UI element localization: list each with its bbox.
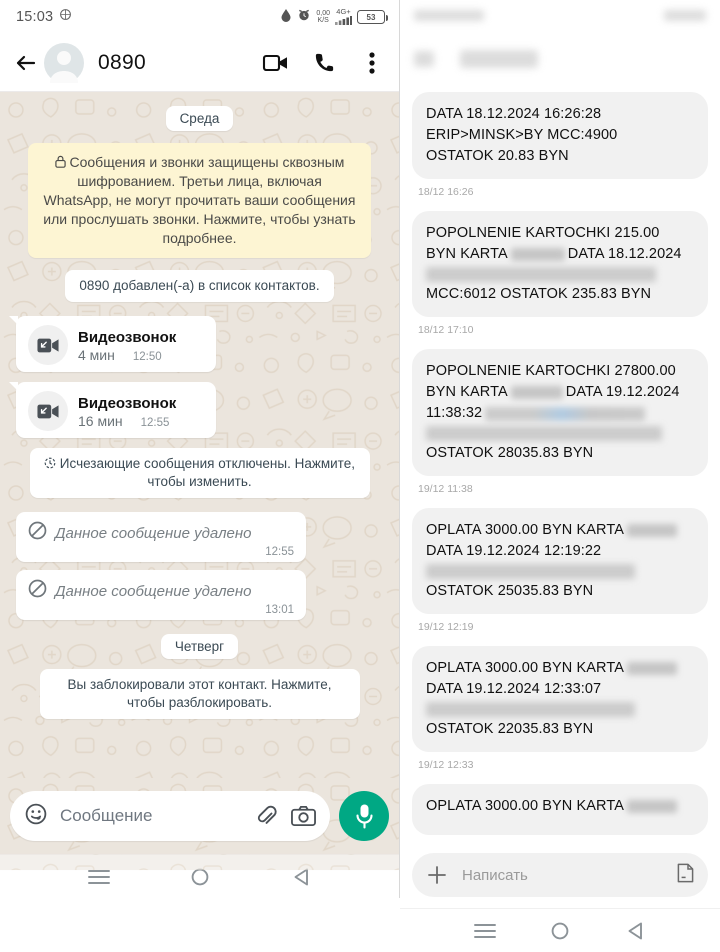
redacted-merchant-line (426, 267, 656, 282)
redacted-merchant-line (426, 702, 635, 717)
sms-line-with-redaction (426, 520, 694, 541)
sms-message-1[interactable] (412, 92, 708, 179)
sms-line: OSTATOK 25035.83 BYN (426, 583, 594, 599)
sms-line: ERIP>MINSK>BY MCC:4900 (426, 127, 618, 143)
sms-line: DATA 19.12.2024 12:33:07 (426, 681, 602, 697)
video-call-icon[interactable] (263, 50, 289, 76)
redacted-sender-info (485, 407, 645, 421)
status-bar-clock: 15:03 (16, 9, 54, 25)
sms-text-fragment: OPLATA 3000.00 BYN KARTA (426, 522, 624, 538)
alarm-clock-icon (297, 8, 311, 27)
weather-drop-icon (280, 8, 292, 27)
sms-text-fragment: BYN KARTA (426, 384, 508, 400)
data-speed-value: 0,00 (316, 10, 330, 17)
sms-line-with-redaction (426, 244, 694, 265)
deleted-message-row (28, 521, 294, 545)
encryption-notice-text: Сообщения и звонки защищены сквозным шифрованием. Третьи лица, включая WhatsApp, не могут прочитать ваши сообщения или прослушать звонки. Нажмите, чтобы узнать подробнее. (43, 154, 356, 246)
deleted-message-bubble-1[interactable] (16, 512, 306, 562)
redacted-merchant-line (426, 426, 662, 441)
sms-timestamp: 18/12 17:10 (418, 324, 474, 336)
video-call-bubble-1[interactable] (16, 316, 216, 372)
status-bar-left-redacted (414, 10, 484, 21)
sms-text-fragment: OPLATA 3000.00 BYN KARTA (426, 798, 624, 814)
incoming-video-call-icon (28, 391, 68, 431)
call-duration: 16 мин (78, 412, 123, 429)
redacted-card-number (627, 524, 677, 537)
message-timestamp: 13:01 (265, 604, 294, 616)
camera-icon[interactable] (291, 805, 316, 827)
sms-line-with-redaction (426, 658, 694, 679)
paperclip-icon[interactable] (255, 804, 277, 828)
signal-bars-icon (335, 8, 352, 27)
blocked-icon (28, 521, 47, 545)
header-back-redacted (414, 51, 434, 67)
message-input-placeholder: Сообщение (60, 806, 153, 825)
sms-input-field[interactable] (412, 853, 708, 897)
battery-icon (357, 10, 385, 24)
status-bar-right (280, 8, 385, 27)
header-title-redacted (460, 50, 538, 68)
back-triangle-icon[interactable] (618, 914, 652, 948)
sms-line: OSTATOK 20.83 BYN (426, 148, 569, 164)
message-list (0, 92, 399, 778)
message-timestamp: 12:55 (140, 416, 170, 429)
document-icon[interactable] (677, 863, 694, 888)
redacted-merchant-line (426, 564, 635, 579)
sms-text-fragment: OPLATA 3000.00 BYN KARTA (426, 660, 624, 676)
sms-line-with-redaction (426, 403, 694, 424)
call-meta (78, 347, 204, 363)
emoji-sticker-icon[interactable] (24, 802, 48, 831)
sms-timestamp: 19/12 11:38 (418, 483, 473, 495)
message-input-field[interactable] (10, 791, 330, 841)
sms-timestamp: 19/12 12:19 (418, 621, 474, 633)
network-type-label: 4G+ (336, 6, 351, 16)
home-circle-icon[interactable] (543, 914, 577, 948)
blocked-contact-notice[interactable]: Вы заблокировали этот контакт. Нажмите, чтобы разблокировать. (40, 669, 360, 719)
call-type-label: Видеозвонок (78, 328, 177, 346)
blocked-icon (28, 579, 47, 603)
date-chip-label: Среда (166, 106, 234, 131)
sms-message-4[interactable] (412, 508, 708, 614)
recents-menu-icon[interactable] (468, 914, 502, 948)
sms-timestamp: 18/12 16:26 (418, 186, 474, 198)
redacted-card-number (511, 386, 563, 399)
date-chip-label: Четверг (161, 634, 238, 659)
data-speed-unit: K/S (317, 17, 329, 24)
disappearing-messages-notice[interactable] (30, 448, 370, 498)
contact-added-notice: 0890 добавлен(-а) в список контактов. (65, 270, 333, 302)
date-divider-thursday (10, 634, 389, 659)
incoming-video-call-icon (28, 325, 68, 365)
sms-line: OSTATOK 28035.83 BYN (426, 445, 594, 461)
call-type-label: Видеозвонок (78, 394, 177, 412)
back-arrow-icon[interactable] (12, 49, 40, 77)
redacted-card-number (627, 800, 677, 813)
sms-line: POPOLNENIE KARTOCHKI 215.00 (426, 225, 660, 241)
sms-line: DATA 18.12.2024 16:26:28 (426, 106, 602, 122)
chat-header (0, 34, 399, 92)
deleted-message-row (28, 579, 294, 603)
sms-messages-panel (400, 0, 720, 898)
timer-off-icon (44, 456, 60, 471)
call-duration: 4 мин (78, 346, 115, 363)
header-actions (263, 50, 385, 76)
redacted-card-number (627, 662, 677, 675)
sms-message-2[interactable] (412, 211, 708, 317)
data-speed-indicator (316, 10, 330, 24)
encryption-notice[interactable] (28, 143, 371, 258)
app-indicator-icon (59, 8, 72, 26)
lock-icon (55, 154, 70, 170)
more-vertical-icon[interactable] (359, 50, 385, 76)
sms-text-fragment: 11:38:32 (426, 405, 483, 421)
sms-line: DATA 19.12.2024 12:19:22 (426, 543, 602, 559)
message-timestamp: 12:50 (132, 350, 162, 363)
sms-text-fragment: DATA 19.12.2024 (565, 384, 680, 400)
message-timestamp: 12:55 (265, 546, 294, 558)
video-call-bubble-2[interactable] (16, 382, 216, 438)
call-info (78, 394, 204, 429)
sms-line-with-redaction (426, 382, 694, 403)
android-navigation-bar (400, 908, 720, 952)
sms-line-with-redaction (426, 796, 694, 817)
status-bar-redacted (400, 0, 720, 30)
phone-call-icon[interactable] (311, 50, 337, 76)
sms-line: MCC:6012 OSTATOK 235.83 BYN (426, 286, 652, 302)
battery-level-label: 53 (366, 12, 376, 22)
call-meta (78, 413, 204, 429)
status-bar-right-redacted (664, 10, 706, 21)
status-bar-left (16, 8, 72, 26)
deleted-message-bubble-2[interactable] (16, 570, 306, 620)
contact-name[interactable]: 0890 (98, 50, 146, 74)
sms-input-placeholder: Написать (462, 866, 528, 884)
sms-timestamp: 19/12 12:33 (418, 759, 474, 771)
message-input-bar (0, 778, 399, 854)
default-avatar-icon[interactable] (44, 43, 84, 83)
voice-record-button[interactable] (339, 791, 389, 841)
sms-input-bar (400, 842, 720, 908)
sms-text-fragment: BYN KARTA (426, 246, 508, 262)
call-info (78, 328, 204, 363)
sms-header-redacted (400, 30, 720, 88)
deleted-message-text: Данное сообщение удалено (55, 524, 252, 542)
sms-message-5[interactable] (412, 646, 708, 752)
sms-message-3[interactable] (412, 349, 708, 476)
sms-line: OSTATOK 22035.83 BYN (426, 721, 594, 737)
sms-message-list[interactable] (400, 88, 720, 842)
redacted-card-number (511, 248, 565, 261)
status-bar (0, 0, 399, 34)
sms-line: POPOLNENIE KARTOCHKI 27800.00 (426, 363, 676, 379)
disappearing-notice-text: Исчезающие сообщения отключены. Нажмите, чтобы изменить. (59, 456, 355, 489)
sms-text-fragment: DATA 18.12.2024 (567, 246, 682, 262)
chat-message-area[interactable] (0, 92, 399, 778)
sms-message-6-partial[interactable] (412, 784, 708, 835)
date-divider-wednesday (10, 106, 389, 131)
plus-icon[interactable] (426, 864, 448, 886)
deleted-message-text: Данное сообщение удалено (55, 582, 252, 600)
